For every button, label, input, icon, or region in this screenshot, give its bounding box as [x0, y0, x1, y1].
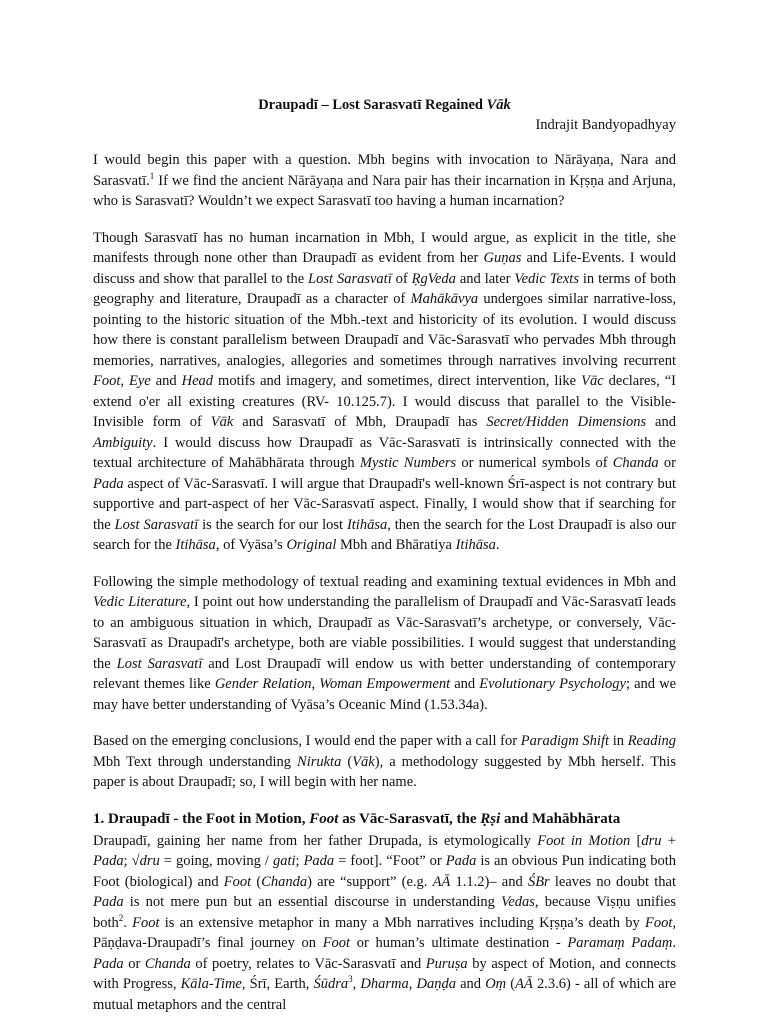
italic-text: Ambiguity	[93, 434, 153, 451]
text-run: , then the search for the Lost Draupadī is also our search for the	[93, 516, 676, 553]
italic-text: Foot	[132, 914, 160, 931]
italic-text: Foot	[93, 373, 121, 389]
italic-text: Pada	[93, 955, 124, 972]
text-run: undergoes similar narrative-loss, pointing to the historic situation of the Mbh.-text and historicity of its evolution. I would discuss how there is constant parallelism between Draupadī and Vāc-Sarasvatī who pervades Mbh through memories, narratives, analogies, allegories and sometimes through narratives involving recurrent	[93, 291, 676, 369]
text-run: is not mere pun but an essential discourse in understanding	[123, 894, 502, 910]
title-main: Draupadī – Lost Sarasvatī Regained	[258, 97, 483, 113]
italic-text: Itihāsa	[175, 537, 216, 553]
italic-text: Vāc	[581, 373, 604, 389]
text-run: 1. Draupadī - the Foot in Motion,	[93, 810, 310, 827]
text-run: in terms of both geography and literature, Draupadī as a character of	[93, 270, 676, 307]
italic-text: Pada	[445, 853, 477, 869]
italic-text: Foot in Motion	[537, 832, 631, 849]
italic-text: Vedic Literature	[93, 594, 187, 610]
italic-text: Foot	[309, 810, 339, 827]
text-run: , Pāṇḍava-Draupadī’s final journey on	[93, 914, 676, 951]
text-run: and	[150, 373, 182, 389]
text-run: and	[450, 676, 480, 692]
text-run: ,	[408, 976, 417, 992]
text-run: = foot]. “Foot” or	[334, 853, 446, 869]
italic-text: Pada	[303, 853, 335, 869]
text-run: ,	[120, 373, 129, 389]
footnote-marker: 1	[149, 170, 155, 181]
text-run: by aspect of Motion, and connects with Progress,	[93, 955, 676, 992]
text-run: ), a methodology suggested by Mbh herself. This paper is about Draupadī; so, I will begin with her name.	[93, 753, 676, 790]
italic-text: Reading	[627, 733, 677, 749]
italic-text: Mahākāvya	[410, 291, 479, 307]
italic-text: gati	[272, 853, 296, 869]
italic-text: Chanda	[612, 455, 659, 471]
italic-text: Pada	[93, 894, 124, 910]
text-run: 1.1.2)– and	[450, 873, 528, 890]
text-run: , because Viṣṇu unifies both	[93, 894, 676, 931]
text-run: declares, “I extend o'er all existing creatures (RV- 10.125.7). I would discuss that parallel to the Visible-Invisible form of	[93, 373, 677, 430]
italic-text: Ṛṣi	[480, 810, 501, 827]
text-run: is the search for our lost	[198, 516, 347, 533]
paragraph	[93, 572, 676, 716]
text-run: Though Sarasvatī has no human incarnation in Mbh, I would argue, as explicit in the title, she manifests through none other than Draupadī as evident from her	[93, 229, 676, 266]
italic-text: Gender Relation	[214, 676, 312, 692]
italic-text: Foot	[322, 935, 351, 951]
italic-text: Eye	[129, 373, 151, 389]
text-run: or	[658, 455, 676, 471]
italic-text: Vedic Texts	[514, 270, 579, 287]
italic-text: Itihāsa	[346, 516, 388, 533]
italic-text: Pada	[93, 475, 124, 492]
text-run: and later	[455, 270, 515, 287]
text-run: and	[646, 414, 676, 430]
italic-text: Guṇas	[483, 250, 522, 266]
italic-text: Lost Sarasvatī	[308, 270, 392, 287]
text-run: ;	[295, 853, 304, 869]
italic-text: Dharma	[360, 976, 409, 992]
text-run: , of Vyāsa’s	[215, 537, 287, 553]
paragraph	[93, 150, 676, 212]
italic-text: Chanda	[144, 955, 191, 972]
text-run: Following the simple methodology of textual reading and examining textual evidences in Mbh and	[93, 573, 676, 590]
italic-text: ṚgVeda	[411, 270, 456, 287]
text-run: ,	[311, 676, 320, 692]
text-run: .	[123, 914, 133, 931]
italic-text: AĀ	[432, 873, 451, 890]
italic-text: Paradigm Shift	[520, 733, 610, 749]
text-run: and Life-Events. I would discuss and show that parallel to the	[93, 250, 676, 287]
paper-title	[93, 96, 676, 114]
footnote-marker: 3	[348, 974, 353, 985]
text-run: motifs and imagery, and sometimes, direct intervention, like	[213, 373, 582, 389]
italic-text: AĀ	[515, 976, 533, 992]
text-run: or numerical symbols of	[456, 455, 613, 471]
text-run: +	[661, 832, 676, 849]
text-run: .	[672, 935, 677, 951]
italic-text: Lost Sarasvatī	[116, 655, 203, 672]
italic-text: Mystic Numbers	[359, 455, 457, 471]
text-run: .	[495, 537, 500, 553]
text-run: 2.3.6) - all of which are mutual metaphors and the central	[93, 976, 677, 1013]
italic-text: Itihāsa	[455, 537, 496, 553]
text-run: or	[123, 955, 145, 972]
italic-text: Puruṣa	[425, 955, 468, 972]
italic-text: Oṃ	[485, 976, 507, 992]
italic-text: Woman Empowerment	[319, 676, 451, 692]
italic-text: Original	[286, 537, 337, 553]
text-run: in	[609, 733, 628, 749]
italic-text: Foot	[644, 914, 673, 931]
italic-text: Evolutionary Psychology	[479, 676, 626, 692]
italic-text: Vāk	[352, 753, 375, 770]
italic-text: Vāk	[210, 414, 234, 430]
text-run: of	[391, 270, 412, 287]
italic-text: Secret/Hidden Dimensions	[486, 414, 647, 430]
italic-text: Daṇḍa	[416, 976, 456, 992]
text-run: Draupadī, gaining her name from her father Drupada, is etymologically	[93, 832, 538, 849]
text-run: leaves no doubt that	[549, 873, 676, 890]
italic-text: dru	[139, 853, 160, 869]
text-run: ; and we may have better understanding of Vyāsa’s Oceanic Mind (1.53.34a).	[93, 676, 677, 713]
text-run: Based on the emerging conclusions, I would end the paper with a call for	[93, 733, 521, 749]
italic-text: Lost Sarasvatī	[114, 516, 199, 533]
text-run: If we find the ancient Nārāyaṇa and Nara pair has their incarnation in Kṛṣṇa and Arjuna, who is Sarasvatī? Wouldn’t we expect Sarasvatī too having a human incarnation?	[93, 172, 676, 209]
text-run: (	[251, 873, 262, 890]
italic-text: Vedas	[501, 894, 535, 910]
text-run: aspect of Vāc-Sarasvatī. I will argue that Draupadī's well-known Śrī-aspect is not contrary but supportive and part-aspect of her Vāc-Sarasvatī aspect. Finally, I would show that if searching for the	[93, 475, 676, 533]
text-run: = going, moving /	[159, 853, 273, 869]
italic-text: Pada	[93, 853, 124, 869]
author-name: Indrajit Bandyopadhyay	[535, 117, 676, 133]
text-run: or human’s ultimate destination -	[350, 935, 568, 951]
text-run: as Vāc-Sarasvatī, the	[338, 810, 481, 827]
text-run: I would begin this paper with a question. Mbh begins with invocation to Nārāyaṇa, Nara and Sarasvatī.	[93, 152, 676, 189]
text-run: , I point out how understanding the parallelism of Draupadī and Vāc-Sarasvatī leads to an ambiguous situation in which, Draupadī as Vāc-Sarasvatī’s archetype, or conversely, Vāc-Sarasvatī as Draupadī's archetype, both are viable possibilities. I would suggest that understanding the	[93, 594, 676, 672]
text-run: and Sarasvatī of Mbh, Draupadī has	[233, 414, 487, 430]
text-run: Mbh Text through understanding	[93, 753, 298, 770]
italic-text: Head	[181, 373, 214, 389]
italic-text: Chanda	[261, 873, 308, 890]
text-run: (	[506, 976, 516, 992]
text-run: and Lost Draupadī will endow us with better understanding of contemporary relevant themes like	[93, 655, 676, 692]
text-run: ) are “support” (e.g.	[307, 873, 433, 890]
text-run: and	[455, 976, 486, 992]
text-run: of poetry, relates to Vāc-Sarasvatī and	[190, 955, 426, 972]
text-run: ; √	[123, 853, 140, 869]
text-run: and Mahābhārata	[500, 810, 621, 827]
text-run: is an obvious Pun indicating both Foot (biological) and	[93, 853, 677, 890]
italic-text: ŚBr	[527, 873, 550, 890]
text-run: is an extensive metaphor in many a Mbh narratives including Kṛṣṇa’s death by	[159, 914, 645, 931]
italic-text: Paramaṃ Padaṃ	[567, 935, 673, 951]
italic-text: dru	[641, 832, 662, 849]
italic-text: Śūdra	[313, 976, 349, 992]
text-run: (	[341, 753, 353, 770]
paragraph	[93, 731, 676, 793]
footnote-marker: 2	[118, 912, 124, 923]
paragraph	[93, 228, 676, 556]
text-run: [	[630, 832, 642, 849]
section-paragraph	[93, 831, 676, 1016]
text-run: Mbh and Bhāratiya	[336, 537, 456, 553]
italic-text: Kāla-Time	[180, 976, 242, 992]
text-run: , Śrī, Earth,	[241, 976, 314, 992]
text-run: . I would discuss how Draupadī as Vāc-Sarasvatī is intrinsically connected with the textual architecture of Mahābhārata through	[93, 434, 676, 471]
italic-text: Nirukta	[297, 753, 342, 770]
title-italic: Vāk	[486, 97, 511, 113]
italic-text: Foot	[223, 873, 252, 890]
text-run: ,	[352, 976, 361, 992]
section-heading	[93, 809, 676, 829]
